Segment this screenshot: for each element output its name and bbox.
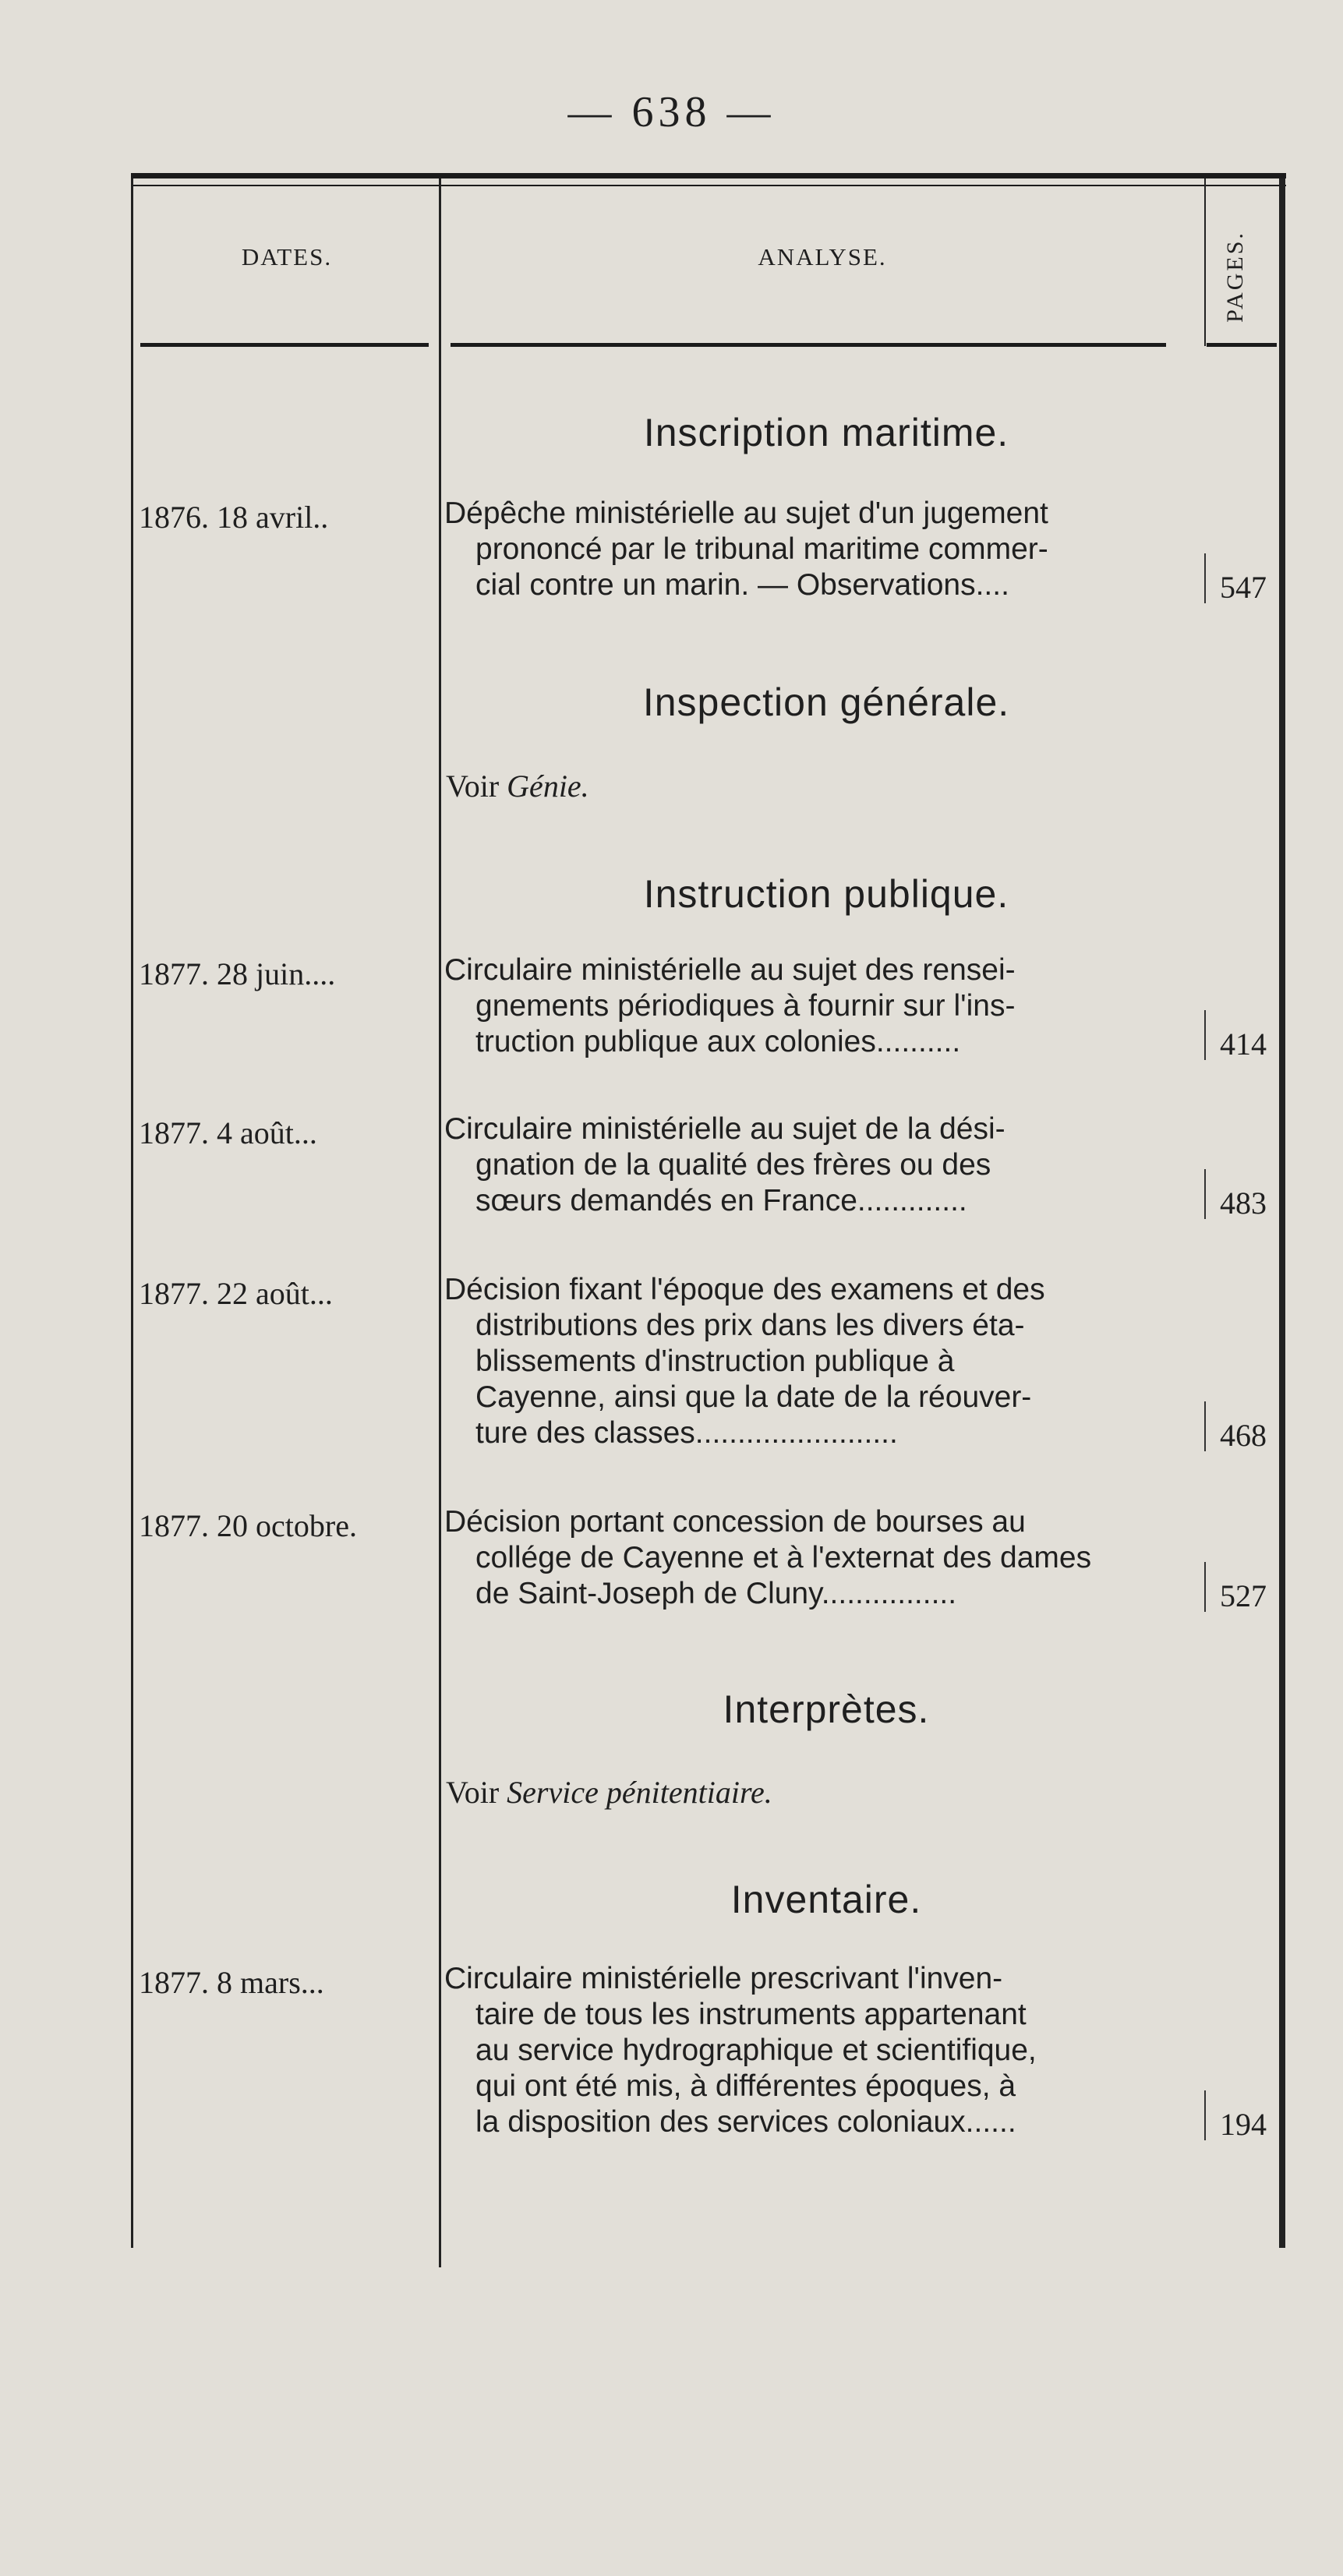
- entry-analysis: [444, 952, 1200, 1060]
- analysis-line: qui ont été mis, à différentes époques, à: [475, 2069, 1016, 2103]
- see-also-reference: Service pénitentiaire.: [507, 1775, 772, 1810]
- entry-analysis: [444, 1504, 1200, 1612]
- entry-analysis: [444, 496, 1200, 603]
- entry-date: 1877. 8 mars...: [139, 1965, 324, 2000]
- analysis-line: truction publique aux colonies..........: [475, 1025, 961, 1058]
- entry-page: 527: [1220, 1578, 1267, 1613]
- entry-page: 194: [1220, 2107, 1267, 2142]
- see-also: [446, 1774, 772, 1811]
- see-also-prefix: Voir: [446, 769, 500, 804]
- analysis-line: Décision portant concession de bourses au: [444, 1505, 1026, 1539]
- page-cell-divider: [1204, 1010, 1206, 1060]
- entry-page: 414: [1220, 1027, 1267, 1062]
- entry-page: 547: [1220, 570, 1267, 605]
- analysis-line: prononcé par le tribunal maritime commer-: [475, 532, 1048, 566]
- entry-page: 468: [1220, 1418, 1267, 1453]
- section-title-inventaire: Inventaire.: [730, 1878, 922, 1921]
- dates-header-underline: [140, 343, 429, 347]
- section-title-instruction-publique: Instruction publique.: [643, 872, 1009, 916]
- analysis-line: gnation de la qualité des frères ou des: [475, 1148, 991, 1182]
- page-cell-divider: [1204, 1401, 1206, 1451]
- analysis-line: Décision fixant l'époque des examens et des: [444, 1273, 1045, 1306]
- table-right-border: [1279, 178, 1285, 2248]
- analysis-line: ture des classes........................: [475, 1416, 898, 1450]
- analysis-line: Cayenne, ainsi que la date de la réouver-: [475, 1380, 1032, 1414]
- analysis-line: taire de tous les instruments appartenant: [475, 1998, 1027, 2031]
- pages-header-underline: [1207, 343, 1277, 347]
- section-title-inspection-generale: Inspection générale.: [642, 680, 1010, 724]
- entry-date: 1877. 28 juin....: [139, 956, 336, 991]
- entry-page: 483: [1220, 1186, 1267, 1221]
- analysis-line: gnements périodiques à fournir sur l'ins-: [475, 989, 1016, 1023]
- entry-date: 1877. 22 août...: [139, 1276, 333, 1311]
- analyse-header-underline: [451, 343, 1166, 347]
- dates-header: DATES.: [241, 243, 333, 270]
- analysis-line: cial contre un marin. — Observations....: [475, 568, 1009, 602]
- section-title-interpretes: Interprètes.: [723, 1687, 930, 1731]
- dates-column-divider: [439, 178, 441, 2267]
- analysis-line: Circulaire ministérielle prescrivant l'inven-: [444, 1962, 1003, 1995]
- table-left-border: [131, 178, 133, 2248]
- page-number: — 638 —: [567, 88, 776, 136]
- entry-analysis: [444, 1111, 1200, 1219]
- analysis-line: Dépêche ministérielle au sujet d'un jugement: [444, 496, 1048, 530]
- analysis-line: distributions des prix dans les divers éta-: [475, 1309, 1025, 1342]
- analysis-line: au service hydrographique et scientifique,: [475, 2034, 1037, 2067]
- analysis-line: la disposition des services coloniaux......: [475, 2105, 1016, 2139]
- analysis-line: sœurs demandés en France.............: [475, 1184, 967, 1217]
- section-title-inscription-maritime: Inscription maritime.: [643, 411, 1009, 454]
- entry-date: 1877. 20 octobre.: [139, 1508, 357, 1543]
- table-top-rule: [131, 173, 1286, 178]
- table-top-thin-rule: [131, 185, 1286, 186]
- entry-analysis: [444, 1272, 1200, 1451]
- analysis-line: de Saint-Joseph de Cluny................: [475, 1577, 957, 1610]
- pages-column-divider: [1204, 178, 1206, 346]
- entry-date: 1877. 4 août...: [139, 1115, 317, 1150]
- analysis-line: collége de Cayenne et à l'externat des dames: [475, 1541, 1092, 1574]
- analyse-header: ANALYSE.: [758, 243, 887, 270]
- analysis-line: Circulaire ministérielle au sujet de la dési-: [444, 1112, 1005, 1146]
- analysis-line: Circulaire ministérielle au sujet des rensei-: [444, 953, 1016, 987]
- entry-analysis: [444, 1961, 1200, 2140]
- analysis-line: blissements d'instruction publique à: [475, 1345, 955, 1378]
- page-cell-divider: [1204, 2090, 1206, 2140]
- entry-date: 1876. 18 avril..: [139, 500, 329, 535]
- see-also: [446, 768, 589, 804]
- pages-header: PAGES.: [1222, 231, 1248, 323]
- see-also-reference: Génie.: [507, 769, 589, 804]
- see-also-prefix: Voir: [446, 1775, 500, 1810]
- page-cell-divider: [1204, 553, 1206, 603]
- page-cell-divider: [1204, 1169, 1206, 1219]
- page-cell-divider: [1204, 1562, 1206, 1612]
